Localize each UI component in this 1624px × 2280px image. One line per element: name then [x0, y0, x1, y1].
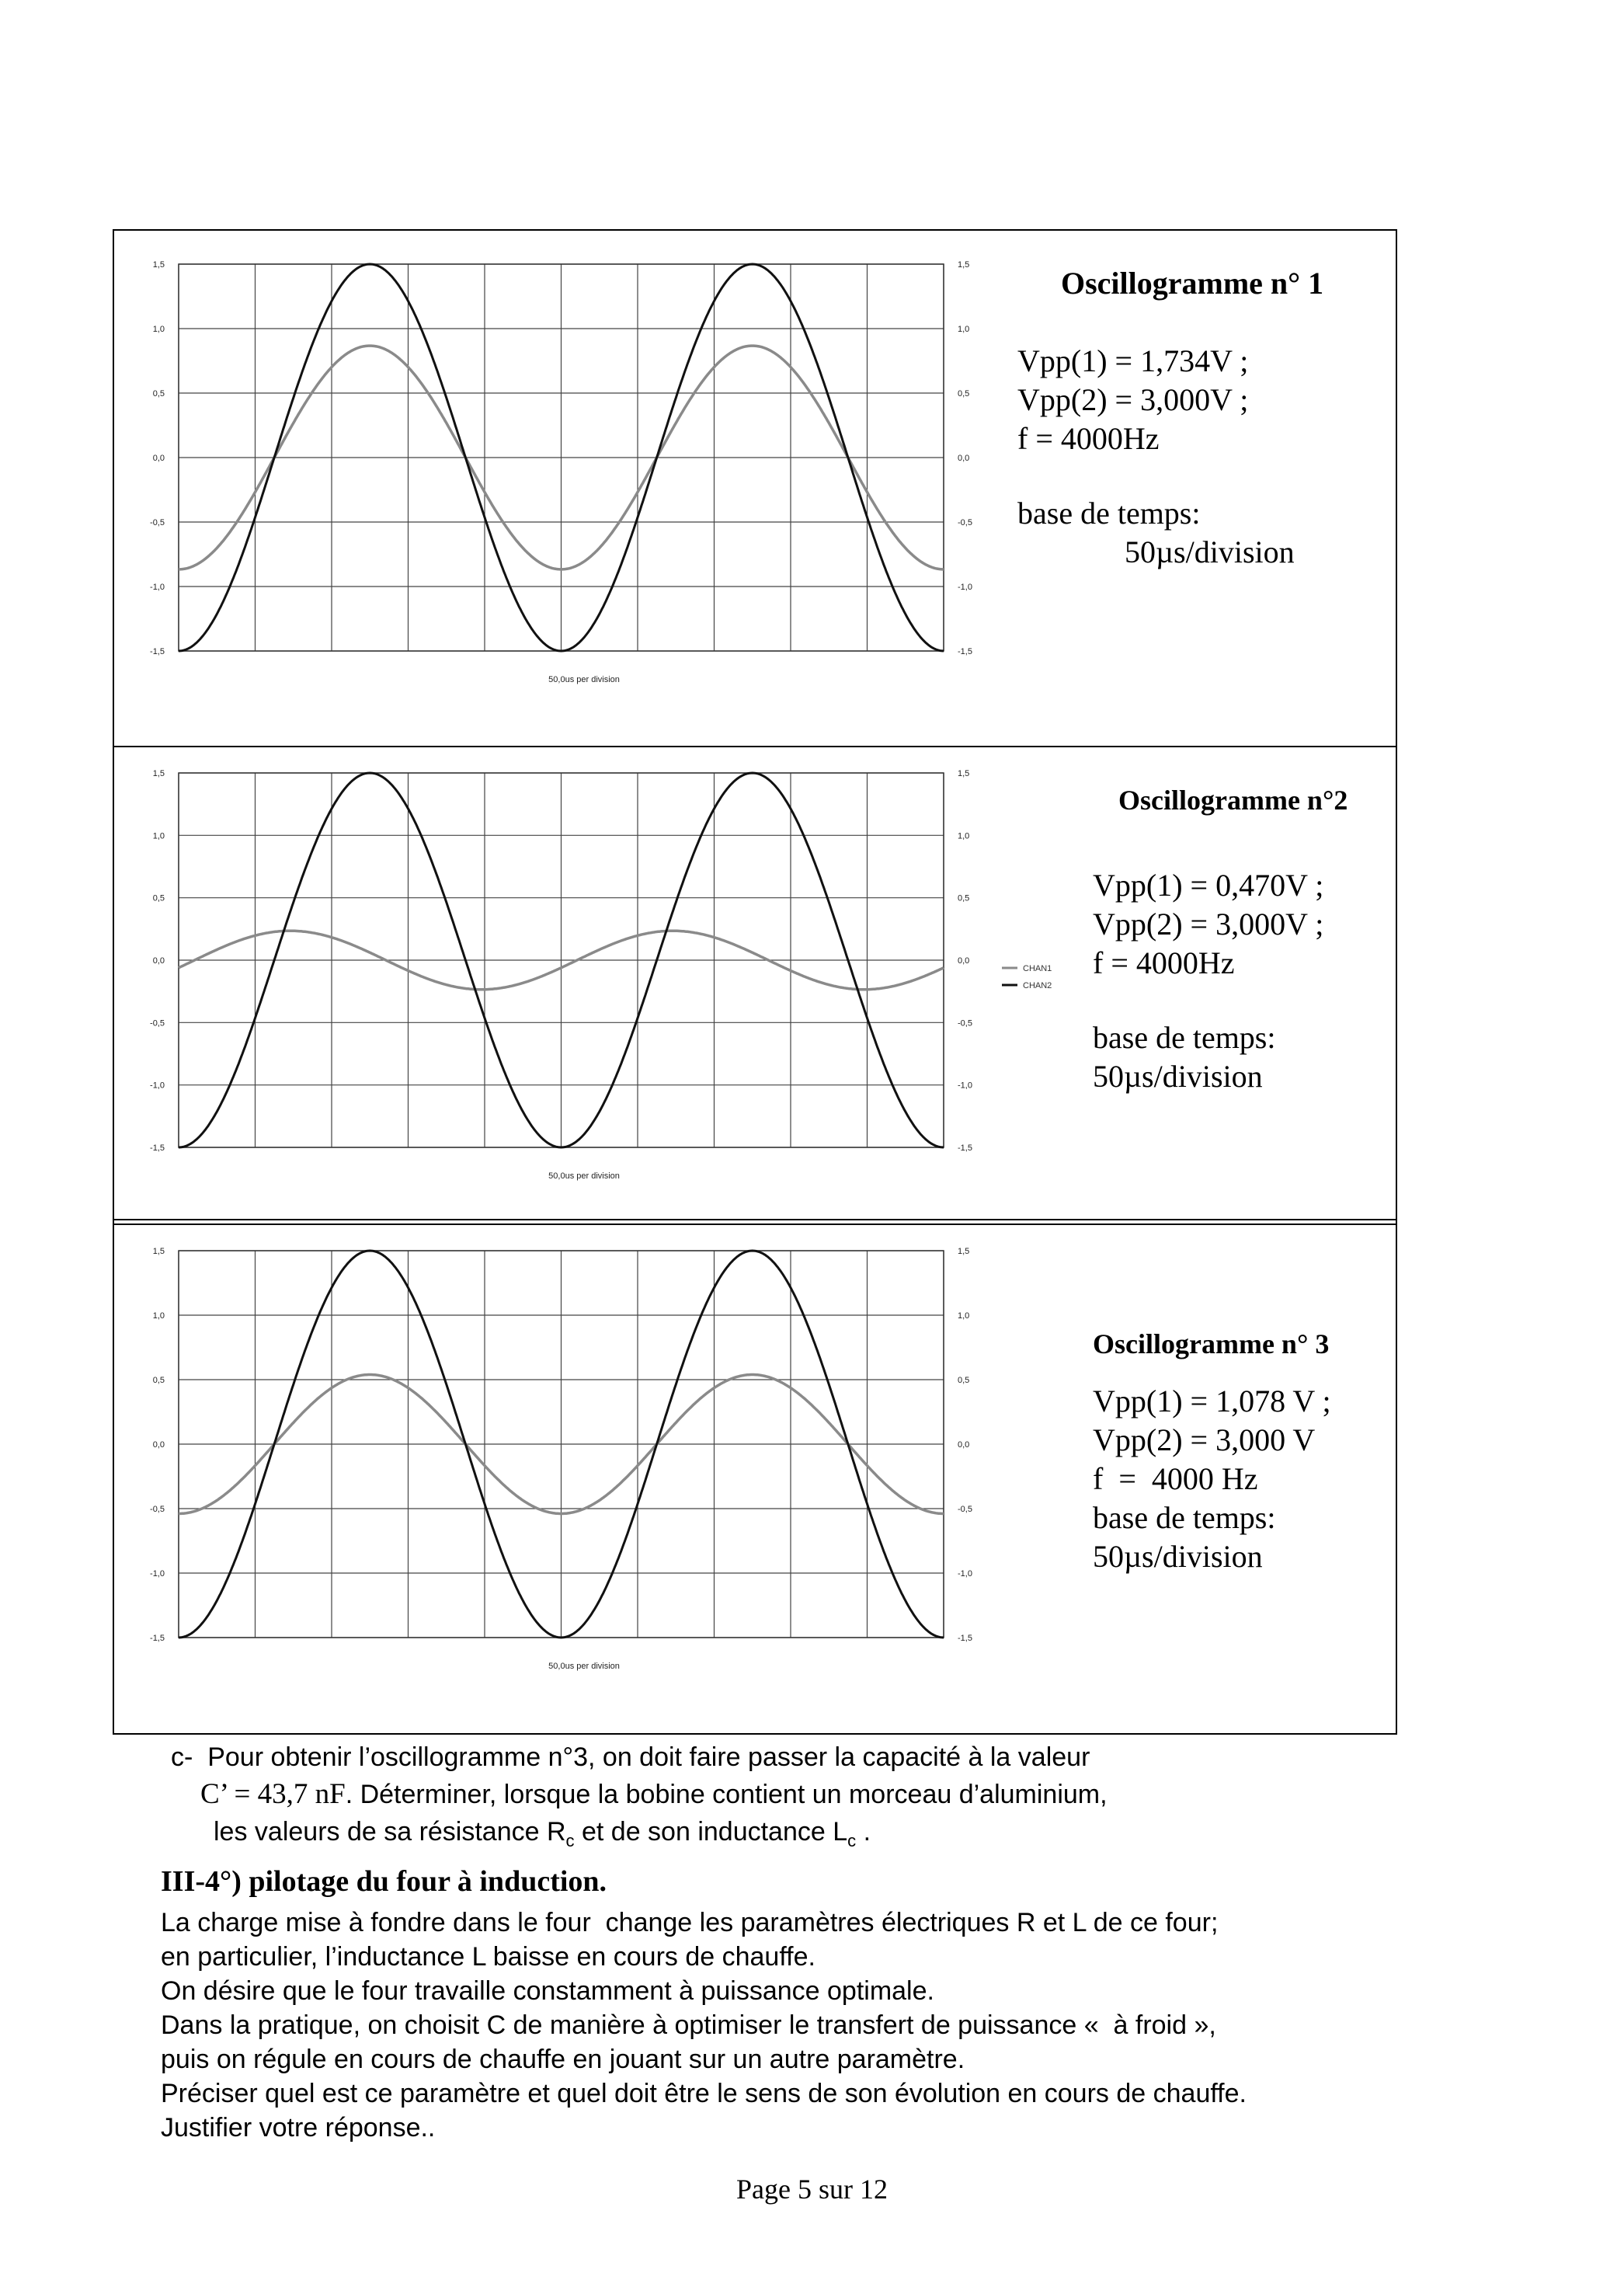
osc2-vpp2: Vpp(2) = 3,000V ;: [1093, 907, 1324, 942]
y-tick-label-left: 0,5: [152, 389, 165, 399]
y-tick-label-left: 0,5: [152, 893, 165, 903]
y-tick-label-left: -0,5: [150, 518, 165, 527]
y-tick-label-right: -1,5: [958, 647, 972, 656]
question-c-line-3-c: .: [856, 1817, 871, 1847]
grid-lines: [179, 264, 944, 651]
x-axis-label: 50,0us per division: [548, 1171, 620, 1181]
y-tick-label-right: 0,5: [958, 893, 970, 903]
y-tick-label-right: -1,5: [958, 1634, 972, 1643]
osc2-vpp1: Vpp(1) = 0,470V ;: [1093, 868, 1324, 903]
y-tick-label-right: 0,0: [958, 454, 970, 463]
y-tick-label-left: -1,5: [150, 1634, 165, 1643]
y-tick-label-left: 1,5: [152, 260, 165, 270]
question-c-line-2: [200, 1776, 1108, 1813]
y-tick-label-left: -1,0: [150, 583, 165, 592]
paragraph-line: puis on régule en cours de chauffe en jouant sur un autre paramètre.: [161, 2045, 965, 2074]
question-c-line-3-a: les valeurs de sa résistance R: [214, 1817, 566, 1847]
legend-label-chan1: CHAN1: [1023, 964, 1052, 973]
y-tick-label-right: -0,5: [958, 1505, 972, 1514]
y-tick-label-right: 1,5: [958, 769, 970, 778]
grid-lines: [179, 773, 944, 1147]
y-tick-label-left: 1,0: [152, 325, 165, 334]
osc2-info: [1093, 781, 1348, 1096]
y-tick-label-left: 0,5: [152, 1376, 165, 1385]
paragraph-line: La charge mise à fondre dans le four change les paramètres électriques R et L de ce four;: [161, 1908, 1219, 1937]
osc3-vpp2: Vpp(2) = 3,000 V: [1093, 1422, 1316, 1457]
osc2-timebase-label: base de temps:: [1093, 1020, 1276, 1055]
oscillogram-chart-1: [128, 256, 998, 691]
y-tick-label-left: -1,5: [150, 1143, 165, 1153]
osc2-timebase-value: 50µs/division: [1093, 1059, 1263, 1094]
y-tick-label-right: -0,5: [958, 1018, 972, 1029]
osc2-frequency: f = 4000Hz: [1093, 945, 1235, 980]
y-tick-label-left: -1,0: [150, 1081, 165, 1091]
osc3-info: [1093, 1324, 1331, 1576]
lc-subscript: c: [847, 1830, 857, 1850]
y-tick-label-right: 0,0: [958, 956, 970, 966]
osc3-frequency: f = 4000 Hz: [1093, 1461, 1258, 1496]
osc1-title: Oscillogramme n° 1: [1061, 266, 1324, 301]
y-tick-label-right: -1,0: [958, 583, 972, 592]
oscillogram-chart-3: [128, 1243, 998, 1678]
osc2-title: Oscillogramme n°2: [1118, 785, 1348, 816]
osc1-timebase-label: base de temps:: [1017, 496, 1201, 531]
osc1-vpp2: Vpp(2) = 3,000V ;: [1017, 382, 1249, 417]
x-axis-label: 50,0us per division: [548, 1662, 620, 1671]
y-tick-label-left: 1,5: [152, 769, 165, 778]
y-tick-label-right: 0,0: [958, 1440, 970, 1450]
y-tick-label-right: -1,0: [958, 1569, 972, 1579]
section-title: III-4°) pilotage du four à induction.: [161, 1865, 607, 1898]
y-tick-label-left: 0,0: [152, 1440, 165, 1450]
osc1-vpp1: Vpp(1) = 1,734V ;: [1017, 343, 1249, 378]
paragraph-line: Dans la pratique, on choisit C de manière à optimiser le transfert de puissance « à froid »,: [161, 2010, 1216, 2040]
question-c-line-3: [214, 1813, 1108, 1860]
osc3-vpp1: Vpp(1) = 1,078 V ;: [1093, 1384, 1331, 1418]
y-tick-label-left: -0,5: [150, 1505, 165, 1514]
question-c-line-1: c- Pour obtenir l’oscillogramme n°3, on doit faire passer la capacité à la valeur: [171, 1742, 1090, 1772]
y-tick-label-left: -1,5: [150, 647, 165, 656]
table-separator: [114, 746, 1396, 747]
x-axis-label: 50,0us per division: [548, 675, 620, 684]
rc-subscript: c: [565, 1830, 575, 1850]
osc3-title: Oscillogramme n° 3: [1093, 1328, 1330, 1359]
y-tick-label-right: 1,0: [958, 831, 970, 841]
y-tick-label-left: 0,0: [152, 956, 165, 966]
paragraph-line: Préciser quel est ce paramètre et quel doit être le sens de son évolution en cours de chauffe.: [161, 2079, 1247, 2108]
osc1-info: [1017, 264, 1324, 572]
y-tick-label-left: 1,0: [152, 831, 165, 841]
osc1-timebase-value: 50µs/division: [1125, 534, 1295, 569]
capacitance-value: C’ = 43,7 nF: [200, 1778, 346, 1810]
y-tick-label-left: -0,5: [150, 1018, 165, 1029]
y-tick-label-right: 1,0: [958, 1311, 970, 1321]
y-tick-label-left: -1,0: [150, 1569, 165, 1579]
y-tick-label-right: -1,5: [958, 1143, 972, 1153]
y-tick-label-right: 1,5: [958, 260, 970, 270]
y-tick-label-right: -0,5: [958, 518, 972, 527]
question-c-line-2-rest: . Déterminer, lorsque la bobine contient un morceau d’aluminium,: [345, 1780, 1108, 1809]
paragraph-line: en particulier, l’inductance L baisse en cours de chauffe.: [161, 1942, 815, 1972]
y-tick-label-left: 1,5: [152, 1247, 165, 1256]
question-c: [171, 1739, 1108, 1860]
table-separator-double: [114, 1219, 1396, 1225]
y-tick-label-right: -1,0: [958, 1081, 972, 1091]
grid-lines: [179, 1251, 944, 1638]
y-tick-label-right: 0,5: [958, 389, 970, 399]
oscillogram-chart-2: [128, 765, 1060, 1200]
page-number: Page 5 sur 12: [736, 2174, 888, 2205]
y-tick-label-left: 0,0: [152, 454, 165, 463]
paragraph-line: Justifier votre réponse..: [161, 2113, 436, 2143]
legend-label-chan2: CHAN2: [1023, 981, 1052, 990]
osc3-timebase-label: base de temps:: [1093, 1500, 1276, 1535]
y-tick-label-right: 1,5: [958, 1247, 970, 1256]
y-tick-label-right: 0,5: [958, 1376, 970, 1385]
section-paragraph: [161, 1906, 1419, 2145]
y-tick-label-right: 1,0: [958, 325, 970, 334]
osc3-timebase-value: 50µs/division: [1093, 1539, 1263, 1574]
question-c-line-3-b: et de son inductance L: [574, 1817, 848, 1847]
paragraph-line: On désire que le four travaille constamment à puissance optimale.: [161, 1976, 934, 2006]
osc1-frequency: f = 4000Hz: [1017, 421, 1160, 456]
y-tick-label-left: 1,0: [152, 1311, 165, 1321]
